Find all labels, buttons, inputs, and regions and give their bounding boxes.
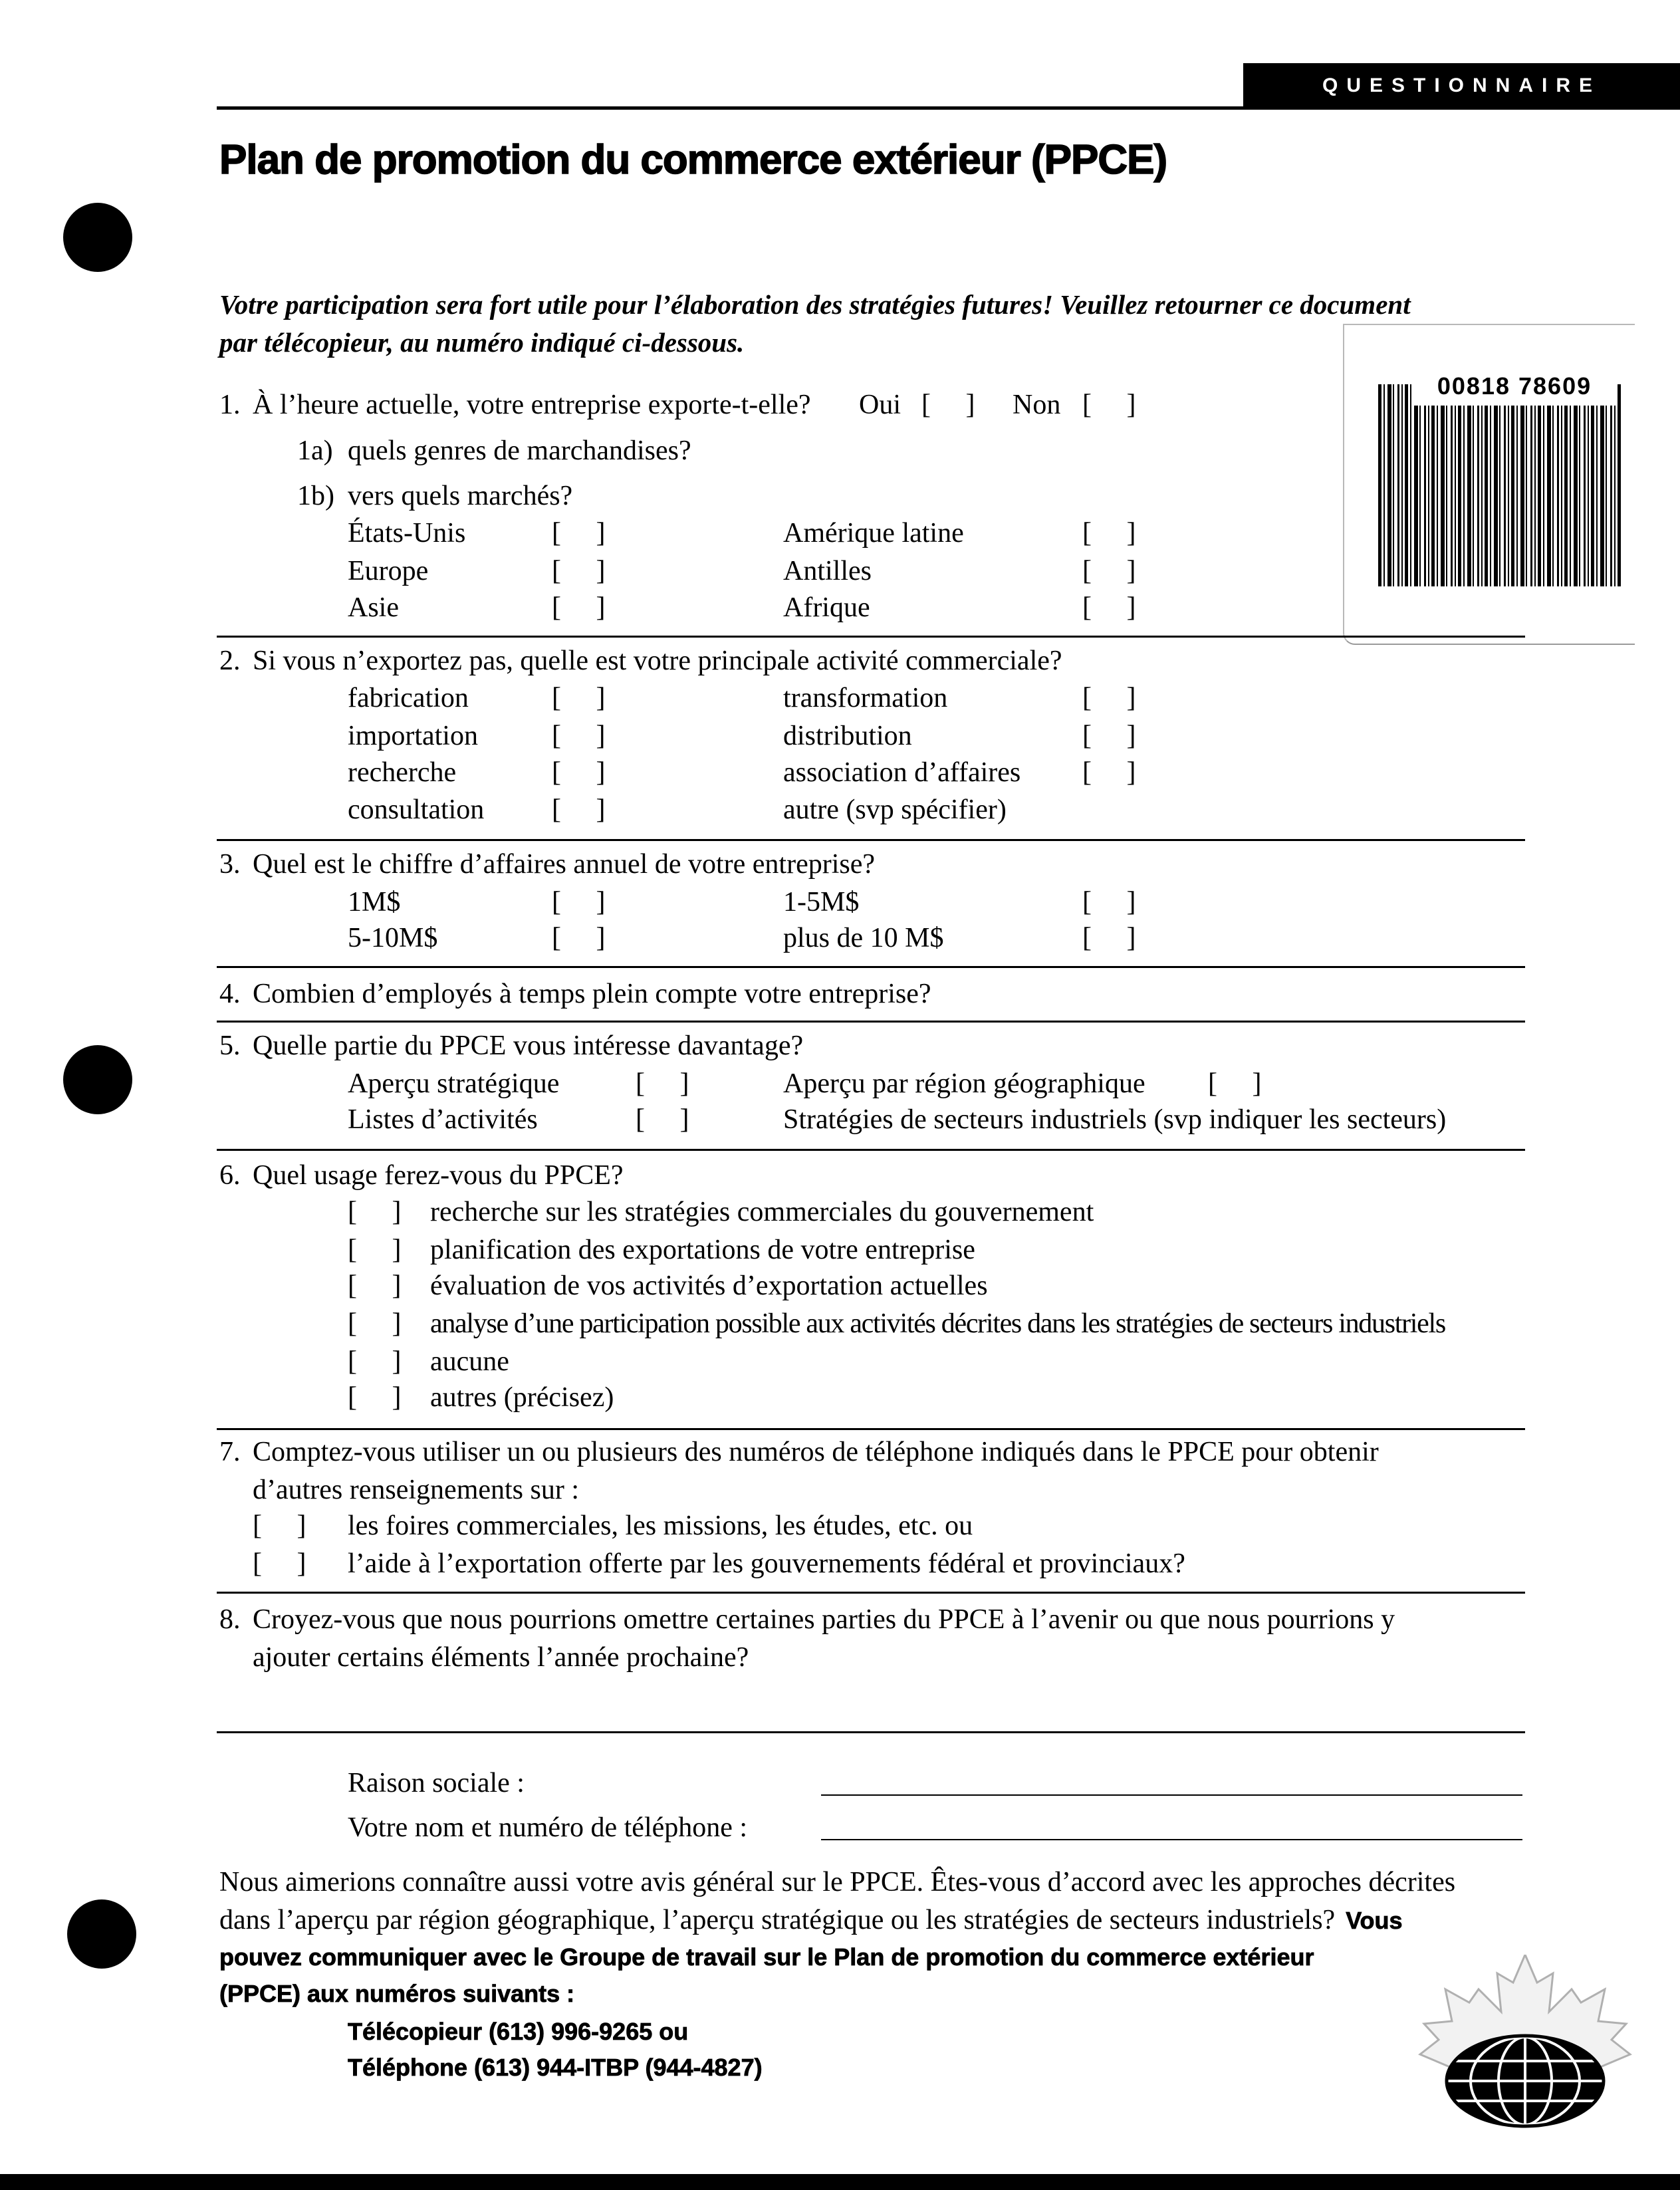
- checkbox[interactable]: [ ]: [348, 1382, 402, 1413]
- closing-line-4: (PPCE) aux numéros suivants :: [219, 1980, 575, 2007]
- question-2-text: Si vous n’exportez pas, quelle est votre principale activité commerciale?: [253, 646, 1062, 676]
- option-label: distribution: [783, 721, 912, 751]
- option-label: analyse d’une participation possible aux activités décrites dans les stratégies de secteurs industriels: [430, 1308, 1445, 1339]
- checkbox[interactable]: [ ]: [636, 1104, 689, 1135]
- checkbox-no[interactable]: [ ]: [1082, 390, 1136, 420]
- question-number: 6.: [219, 1160, 241, 1191]
- fax-number: Télécopieur (613) 996-9265 ou: [348, 2018, 689, 2045]
- intro-line-2: par télécopieur, au numéro indiqué ci-dessous.: [219, 327, 745, 358]
- question-1-text: À l’heure actuelle, votre entreprise exporte-t-elle?: [253, 390, 811, 420]
- option-label: Amérique latine: [783, 518, 964, 548]
- closing-line-1: Nous aimerions connaître aussi votre avis général sur le PPCE. Êtes-vous d’accord avec les approches décrites: [219, 1867, 1456, 1897]
- option-label: Asie: [348, 592, 399, 623]
- barcode-bars: [1378, 384, 1623, 586]
- question-6-text: Quel usage ferez-vous du PPCE?: [253, 1160, 624, 1191]
- intro-line-1: Votre participation sera fort utile pour l’élaboration des stratégies futures! Veuillez retourner ce document: [219, 289, 1411, 320]
- checkbox[interactable]: [ ]: [552, 556, 606, 586]
- option-label: Stratégies de secteurs industriels (svp indiquer les secteurs): [783, 1104, 1447, 1135]
- option-label: consultation: [348, 794, 485, 825]
- punch-hole: [63, 1045, 132, 1114]
- option-label: 5-10M$: [348, 923, 438, 953]
- checkbox[interactable]: [ ]: [348, 1235, 402, 1265]
- barcode-digits: 00818 78609: [1411, 367, 1618, 406]
- punch-hole: [63, 203, 132, 272]
- option-label: Aperçu par région géographique: [783, 1068, 1145, 1099]
- option-label: 1-5M$: [783, 887, 860, 917]
- option-label: planification des exportations de votre entreprise: [430, 1235, 975, 1265]
- question-number: 3.: [219, 849, 241, 880]
- closing-line-3: pouvez communiquer avec le Groupe de travail sur le Plan de promotion du commerce extérieur: [219, 1943, 1314, 1971]
- question-number: 8.: [219, 1604, 241, 1635]
- checkbox[interactable]: [ ]: [348, 1346, 402, 1377]
- name-phone-label: Votre nom et numéro de téléphone :: [348, 1812, 748, 1843]
- question-number: 5.: [219, 1031, 241, 1061]
- closing-line-2: [219, 1904, 1403, 1937]
- section-divider: [217, 839, 1525, 841]
- option-label: autres (précisez): [430, 1382, 614, 1413]
- question-3-text: Quel est le chiffre d’affaires annuel de votre entreprise?: [253, 849, 875, 880]
- yes-label: Oui: [859, 390, 901, 420]
- globe-icon: [1447, 2036, 1604, 2126]
- option-label: l’aide à l’exportation offerte par les gouvernements fédéral et provinciaux?: [348, 1548, 1185, 1579]
- section-divider: [217, 1428, 1525, 1430]
- company-name-field[interactable]: [821, 1794, 1522, 1796]
- option-label: Aperçu stratégique: [348, 1068, 560, 1099]
- question-1a-text: quels genres de marchandises?: [348, 435, 691, 466]
- option-label: Listes d’activités: [348, 1104, 538, 1135]
- subquestion-number: 1b): [297, 481, 334, 511]
- checkbox[interactable]: [ ]: [1208, 1068, 1262, 1099]
- no-label: Non: [1013, 390, 1061, 420]
- checkbox[interactable]: [ ]: [552, 887, 606, 917]
- company-name-label: Raison sociale :: [348, 1768, 525, 1798]
- question-7-text-continued: d’autres renseignements sur :: [253, 1475, 580, 1505]
- option-label: plus de 10 M$: [783, 923, 944, 953]
- option-label: recherche sur les stratégies commerciales du gouvernement: [430, 1197, 1094, 1227]
- checkbox[interactable]: [ ]: [1082, 518, 1136, 548]
- checkbox[interactable]: [ ]: [552, 923, 606, 953]
- question-number: 1.: [219, 390, 241, 420]
- option-label: États-Unis: [348, 518, 466, 548]
- scan-edge-band: [0, 2174, 1680, 2190]
- questionnaire-tab: QUESTIONNAIRE: [1243, 63, 1680, 108]
- answer-line[interactable]: [217, 1731, 1525, 1733]
- option-label: autre (svp spécifier): [783, 794, 1007, 825]
- question-1b-text: vers quels marchés?: [348, 481, 573, 511]
- checkbox[interactable]: [ ]: [1082, 683, 1136, 713]
- option-label: transformation: [783, 683, 948, 713]
- section-divider: [217, 636, 1525, 638]
- checkbox[interactable]: [ ]: [636, 1068, 689, 1099]
- option-label: association d’affaires: [783, 757, 1021, 788]
- barcode: [1378, 367, 1623, 586]
- checkbox[interactable]: [ ]: [552, 794, 606, 825]
- option-label: Afrique: [783, 592, 870, 623]
- option-label: Antilles: [783, 556, 872, 586]
- section-divider: [217, 1149, 1525, 1151]
- question-4-text: Combien d’employés à temps plein compte votre entreprise?: [253, 979, 931, 1009]
- page-title: Plan de promotion du commerce extérieur (PPCE): [219, 137, 1167, 183]
- section-divider: [217, 966, 1525, 968]
- header-rule: [217, 106, 1680, 110]
- question-number: 4.: [219, 979, 241, 1009]
- checkbox[interactable]: [ ]: [1082, 887, 1136, 917]
- maple-leaf-globe-logo: [1417, 1955, 1633, 2129]
- question-number: 7.: [219, 1437, 241, 1467]
- punch-hole: [67, 1899, 136, 1969]
- checkbox[interactable]: [ ]: [1082, 556, 1136, 586]
- subquestion-number: 1a): [297, 435, 333, 466]
- option-label: les foires commerciales, les missions, les études, etc. ou: [348, 1511, 973, 1541]
- closing-line-2-bold: Vous: [1346, 1907, 1403, 1934]
- checkbox[interactable]: [ ]: [552, 757, 606, 788]
- option-label: aucune: [430, 1346, 509, 1377]
- phone-number: Téléphone (613) 944-ITBP (944-4827): [348, 2054, 763, 2081]
- closing-line-2-text: dans l’aperçu par région géographique, l’aperçu stratégique ou les stratégies de secteurs industriels?: [219, 1905, 1336, 1935]
- checkbox[interactable]: [ ]: [552, 592, 606, 623]
- checkbox[interactable]: [ ]: [1082, 923, 1136, 953]
- checkbox[interactable]: [ ]: [1082, 757, 1136, 788]
- option-label: fabrication: [348, 683, 469, 713]
- checkbox[interactable]: [ ]: [348, 1271, 402, 1301]
- name-phone-field[interactable]: [821, 1839, 1522, 1840]
- option-label: importation: [348, 721, 478, 751]
- option-label: Europe: [348, 556, 429, 586]
- section-divider: [217, 1592, 1525, 1594]
- checkbox[interactable]: [ ]: [253, 1548, 306, 1579]
- question-number: 2.: [219, 646, 241, 676]
- question-8-text: Croyez-vous que nous pourrions omettre certaines parties du PPCE à l’avenir ou que nous pourrions y: [253, 1604, 1395, 1635]
- checkbox[interactable]: [ ]: [552, 683, 606, 713]
- checkbox[interactable]: [ ]: [253, 1511, 306, 1541]
- option-label: évaluation de vos activités d’exportation actuelles: [430, 1271, 988, 1301]
- option-label: recherche: [348, 757, 457, 788]
- section-divider: [217, 1021, 1525, 1023]
- checkbox[interactable]: [ ]: [1082, 721, 1136, 751]
- checkbox[interactable]: [ ]: [552, 721, 606, 751]
- question-7-text: Comptez-vous utiliser un ou plusieurs des numéros de téléphone indiqués dans le PPCE pour obtenir: [253, 1437, 1379, 1467]
- checkbox[interactable]: [ ]: [348, 1197, 402, 1227]
- checkbox[interactable]: [ ]: [552, 518, 606, 548]
- question-8-text-continued: ajouter certains éléments l’année prochaine?: [253, 1642, 749, 1673]
- checkbox-yes[interactable]: [ ]: [921, 390, 975, 420]
- question-5-text: Quelle partie du PPCE vous intéresse davantage?: [253, 1031, 804, 1061]
- checkbox[interactable]: [ ]: [1082, 592, 1136, 623]
- option-label: 1M$: [348, 887, 401, 917]
- checkbox[interactable]: [ ]: [348, 1308, 402, 1339]
